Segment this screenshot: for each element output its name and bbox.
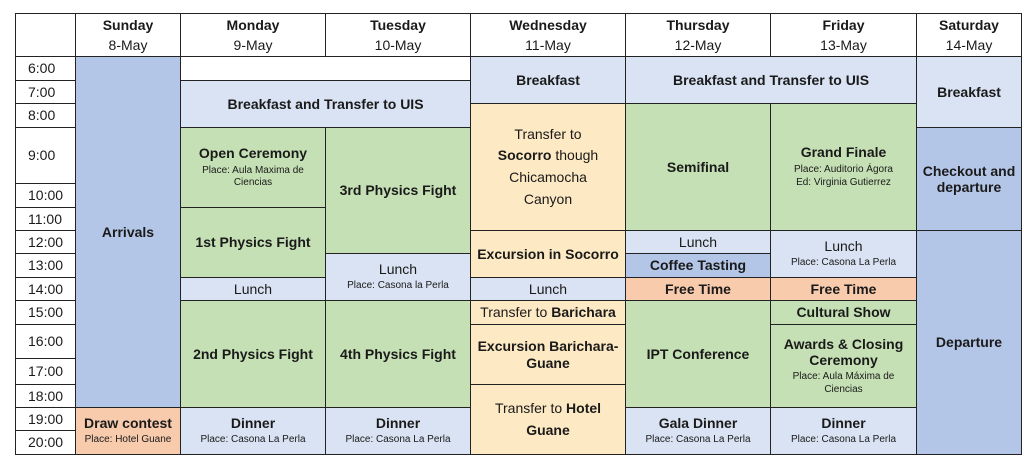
event-fri-lunch[interactable] (770, 230, 917, 278)
event-thufri-breakfast[interactable] (625, 56, 917, 104)
event-title-emph: Socorro (497, 147, 552, 164)
time-text: 19:00 (28, 410, 64, 427)
event-mon-dinner[interactable] (180, 407, 326, 455)
event-mon-pf1[interactable] (180, 207, 326, 278)
event-wed-transfer1[interactable] (470, 103, 626, 231)
event-title: Dinner (230, 415, 276, 432)
time-text: 8:00 (28, 107, 56, 124)
time-text: 12:00 (28, 233, 64, 250)
day-name: Monday (226, 17, 280, 34)
day-date: 12-May (674, 36, 722, 53)
day-date: 8-May (108, 36, 148, 53)
event-title: Semifinal (666, 158, 730, 175)
time-text: 20:00 (28, 434, 64, 451)
time-text: 15:00 (28, 304, 64, 321)
header-corner (15, 13, 76, 57)
event-wed-excursion1[interactable] (470, 230, 626, 278)
event-title: Excursion Barichara-Guane (477, 338, 619, 371)
event-title: IPT Conference (646, 345, 750, 362)
event-title: Lunch (233, 280, 273, 297)
event-place: Place: Casona La Perla (200, 434, 306, 446)
time-label (15, 384, 76, 408)
day-name: Wednesday (509, 17, 587, 34)
event-sun-arrivals[interactable] (75, 56, 181, 408)
event-title: Free Time (810, 280, 877, 297)
event-thu-coffee[interactable] (625, 253, 771, 278)
day-date: 11-May (525, 36, 571, 53)
event-title-emph: Hotel Guane (526, 399, 602, 438)
day-header (470, 13, 626, 57)
event-sat-departure[interactable] (916, 230, 1022, 455)
day-date: 9-May (233, 36, 273, 53)
day-name: Sunday (102, 17, 154, 34)
time-text: 13:00 (28, 257, 64, 274)
event-place: Place: Auditorio Ágora (794, 163, 893, 175)
day-header (916, 13, 1022, 57)
event-title: 2nd Physics Fight (193, 345, 313, 362)
event-title (473, 124, 623, 211)
time-label (15, 103, 76, 128)
event-title-part: Transfer to (514, 125, 582, 142)
event-place: Place: Hotel Guane (84, 434, 172, 446)
event-tue-lunch[interactable] (325, 253, 471, 301)
event-tue-dinner[interactable] (325, 407, 471, 455)
event-thu-ipt[interactable] (625, 300, 771, 408)
event-title: Coffee Tasting (649, 257, 747, 274)
event-title: Draw contest (84, 415, 172, 432)
event-title: Lunch (824, 238, 863, 255)
event-sat-breakfast[interactable] (916, 56, 1022, 128)
time-label (15, 277, 76, 301)
day-header (770, 13, 917, 57)
event-title: Arrivals (101, 223, 155, 240)
day-header (325, 13, 471, 57)
time-text: 18:00 (28, 387, 64, 404)
day-date: 13-May (820, 36, 867, 53)
event-thu-gala[interactable] (625, 407, 771, 455)
day-name: Thursday (666, 17, 730, 34)
time-label (15, 80, 76, 104)
event-fri-free[interactable] (770, 277, 917, 301)
event-title-part: though Chicamocha Canyon (509, 147, 599, 207)
event-thu-free[interactable] (625, 277, 771, 301)
day-header (625, 13, 771, 57)
day-date: 10-May (374, 36, 422, 53)
event-title: 3rd Physics Fight (339, 182, 457, 199)
event-thu-semifinal[interactable] (625, 103, 771, 231)
event-fri-finale[interactable] (770, 103, 917, 231)
event-mon-blank[interactable] (180, 56, 471, 81)
day-header (75, 13, 181, 57)
day-name: Saturday (939, 17, 999, 34)
event-sun-draw[interactable] (75, 407, 181, 455)
event-title: Breakfast (937, 83, 1001, 100)
event-title-emph: Barichara (551, 304, 616, 321)
day-header (180, 13, 326, 57)
event-title (473, 398, 623, 441)
time-label (15, 253, 76, 278)
event-title (480, 304, 616, 320)
event-title: Gala Dinner (658, 415, 738, 432)
time-label (15, 230, 76, 254)
event-title: Breakfast and Transfer to UIS (672, 71, 870, 88)
event-wed-breakfast[interactable] (470, 56, 626, 104)
event-title-part: Transfer to (494, 399, 567, 416)
event-title: Breakfast (516, 71, 580, 88)
event-place: Place: Aula Máxima de Ciencias (792, 371, 895, 395)
event-title: Awards & Closing Ceremony (783, 335, 904, 368)
event-title: 4th Physics Fight (340, 345, 456, 362)
event-wed-transfer2[interactable] (470, 300, 626, 325)
event-title: Breakfast and Transfer to UIS (227, 95, 424, 112)
time-text: 14:00 (28, 280, 64, 297)
time-text: 6:00 (28, 60, 56, 77)
event-title: Lunch (378, 261, 418, 278)
event-place: Place: Casona La Perla (790, 434, 897, 446)
time-text: 17:00 (28, 363, 64, 380)
day-date: 14-May (945, 36, 993, 53)
event-wed-excursion2[interactable] (470, 324, 626, 385)
event-title: Cultural Show (796, 304, 891, 321)
day-name: Tuesday (370, 17, 426, 34)
event-mon-lunch[interactable] (180, 277, 326, 301)
time-label (15, 183, 76, 208)
event-place-2: Ed: Virginia Gutierrez (796, 177, 891, 189)
event-mon-pf2[interactable] (180, 300, 326, 408)
event-wed-transfer3[interactable] (470, 384, 626, 455)
event-thu-lunch[interactable] (625, 230, 771, 254)
event-wed-lunch[interactable] (470, 277, 626, 301)
event-tue-pf4[interactable] (325, 300, 471, 408)
time-text: 11:00 (28, 210, 62, 227)
time-label (15, 127, 76, 184)
event-title: Checkout and departure (922, 162, 1016, 195)
event-place: Place: Aula Maxima de Ciencias (202, 164, 304, 189)
event-fri-awards[interactable] (770, 324, 917, 408)
event-title: Departure (935, 334, 1003, 351)
event-fri-dinner[interactable] (770, 407, 917, 455)
time-text: 10:00 (28, 187, 64, 204)
event-title: Lunch (678, 233, 718, 250)
event-title: Excursion in Socorro (477, 245, 619, 262)
event-place: Place: Casona la Perla (347, 280, 449, 292)
event-title: Free Time (665, 280, 731, 297)
event-place: Place: Casona La Perla (790, 257, 897, 269)
event-place: Place: Casona La Perla (345, 434, 451, 446)
time-label (15, 300, 76, 325)
event-title: Lunch (528, 280, 568, 297)
time-label (15, 430, 76, 455)
event-mon-ceremony[interactable] (180, 127, 326, 208)
event-title-part: Transfer to (480, 304, 552, 321)
time-label (15, 207, 76, 231)
event-tue-pf3[interactable] (325, 127, 471, 254)
event-fri-cultural[interactable] (770, 300, 917, 325)
event-sat-checkout[interactable] (916, 127, 1022, 231)
event-title: Grand Finale (800, 144, 887, 161)
time-text: 9:00 (28, 147, 56, 164)
event-title: Open Ceremony (198, 145, 308, 162)
day-name: Friday (822, 17, 865, 34)
event-montue-breakfast[interactable] (180, 80, 471, 128)
event-place: Place: Casona La Perla (645, 434, 751, 446)
time-label (15, 358, 76, 385)
event-title: 1st Physics Fight (195, 234, 311, 251)
time-text: 16:00 (28, 333, 64, 350)
time-label (15, 407, 76, 431)
event-title: Dinner (375, 415, 421, 432)
time-text: 7:00 (28, 83, 56, 100)
event-title: Dinner (821, 415, 866, 432)
time-label (15, 324, 76, 359)
time-label (15, 56, 76, 81)
